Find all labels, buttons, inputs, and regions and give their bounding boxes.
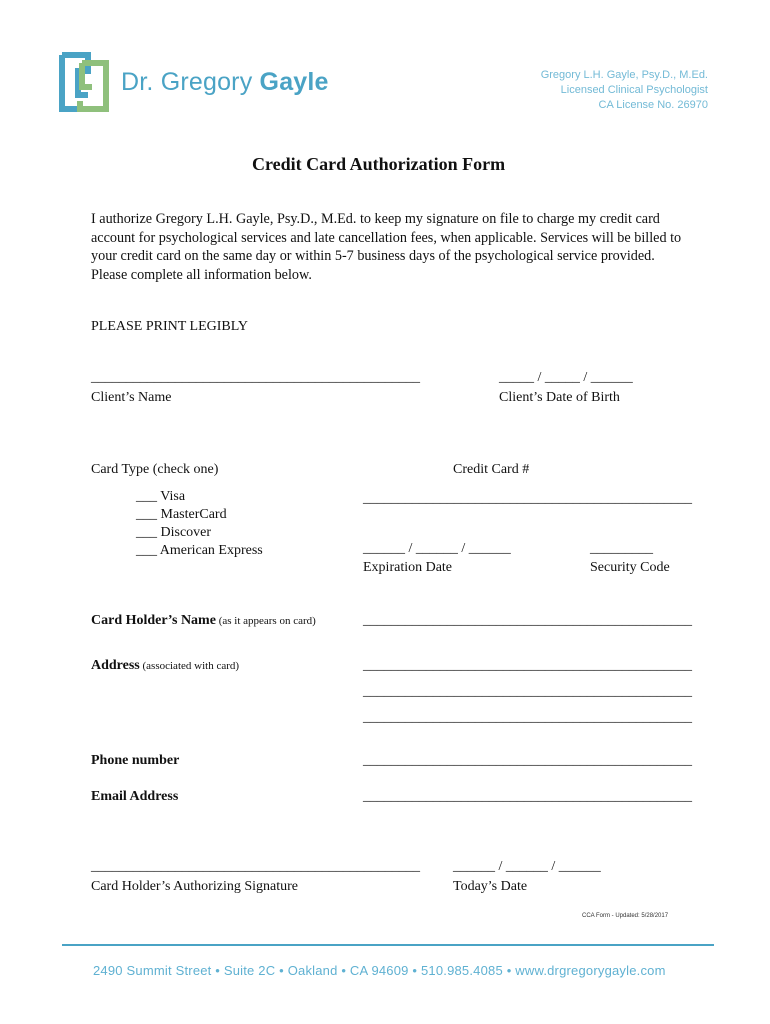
client-name-label: Client’s Name	[91, 390, 172, 405]
card-type-discover[interactable]: ___ Discover	[136, 525, 212, 540]
logo-name	[121, 68, 329, 97]
card-type-mastercard[interactable]: ___ MasterCard	[136, 507, 227, 522]
security-code-label: Security Code	[590, 560, 670, 575]
card-number-label: Credit Card #	[453, 462, 530, 477]
footer-divider	[62, 944, 714, 946]
logo-name-bold: Gayle	[259, 68, 329, 96]
address-label	[91, 658, 239, 674]
holder-name-label	[91, 613, 316, 629]
holder-name-field[interactable]: _______________________________________________	[363, 613, 692, 628]
credential-license: CA License No. 26970	[598, 99, 708, 111]
client-name-field[interactable]: _______________________________________________	[91, 370, 420, 385]
address-label-note: (associated with card)	[139, 660, 240, 672]
phone-field[interactable]: _______________________________________________	[363, 753, 692, 768]
credential-name: Gregory L.H. Gayle, Psy.D., M.Ed.	[540, 69, 708, 81]
address-field-3[interactable]: _______________________________________________	[363, 710, 692, 725]
security-code-field[interactable]: _________	[590, 541, 653, 556]
dob-field[interactable]: _____ / _____ / ______	[499, 370, 633, 385]
holder-name-label-main: Card Holder’s Name	[91, 613, 216, 628]
dob-label: Client’s Date of Birth	[499, 390, 620, 405]
print-note: PLEASE PRINT LEGIBLY	[91, 319, 249, 334]
todays-date-label: Today’s Date	[453, 879, 528, 894]
card-type-amex[interactable]: ___ American Express	[136, 543, 263, 558]
address-field-2[interactable]: _______________________________________________	[363, 684, 692, 699]
holder-name-label-note: (as it appears on card)	[215, 615, 316, 627]
credential-title: Licensed Clinical Psychologist	[560, 84, 708, 96]
footer-address: 2490 Summit Street • Suite 2C • Oakland • CA 94609 • 510.985.4085 • www.drgregorygayle.com	[93, 963, 666, 978]
form-title: Credit Card Authorization Form	[252, 154, 506, 174]
signature-label: Card Holder’s Authorizing Signature	[91, 879, 298, 894]
email-field[interactable]: _______________________________________________	[363, 789, 692, 804]
phone-label: Phone number	[91, 753, 180, 768]
form-updated-note: CCA Form - Updated: 5/28/2017	[582, 913, 669, 919]
todays-date-field[interactable]: ______ / ______ / ______	[453, 859, 601, 874]
card-number-field[interactable]: _______________________________________________	[363, 491, 692, 506]
address-label-main: Address	[91, 658, 140, 673]
address-field-1[interactable]: _______________________________________________	[363, 658, 692, 673]
card-type-visa[interactable]: ___ Visa	[136, 489, 186, 504]
logo-name-prefix: Dr. Gregory	[121, 68, 260, 96]
logo-mark-icon	[58, 51, 110, 113]
email-label: Email Address	[91, 789, 179, 804]
expiration-label: Expiration Date	[363, 560, 453, 575]
card-type-label: Card Type (check one)	[91, 462, 219, 477]
expiration-field[interactable]: ______ / ______ / ______	[363, 541, 511, 556]
signature-field[interactable]: _______________________________________________	[91, 859, 420, 874]
form-intro: I authorize Gregory L.H. Gayle, Psy.D., M.Ed. to keep my signature on file to charge my credit card account for psychological services and late cancellation fees, when applicable. Services will be billed to your credit card on the same day or within 5-7 business days of the psychological service provided. Please complete all information below.	[91, 211, 682, 283]
credentials	[541, 68, 708, 113]
